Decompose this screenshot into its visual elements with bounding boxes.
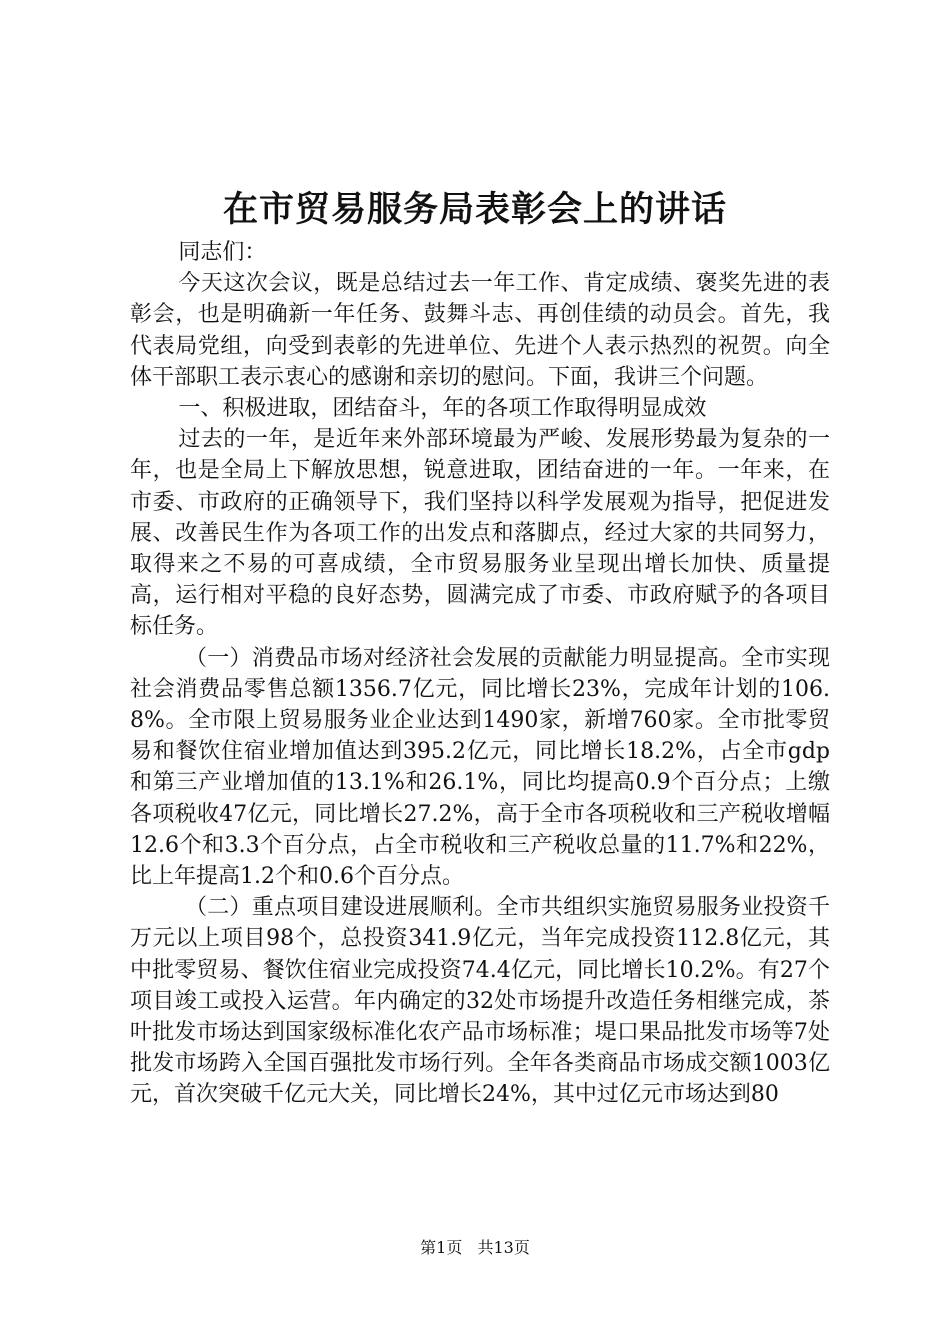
document-title: 在市贸易服务局表彰会上的讲话 [222, 189, 727, 230]
consumer-market-paragraph: （一）消费品市场对经济社会发展的贡献能力明显提高。全市实现社会消费品零售总额1356.7亿元，同比增长23%，完成年计划的106.8%。全市限上贸易服务业企业达到1490家，新增760家。全市批零贸易和餐饮住宿业增加值达到395.2亿元，同比增长18.2%，占全市gdp和第三产业增加值的13.1%和26.1%，同比均提高0.9个百分点；上缴各项税收47亿元，同比增长27.2%，高于全市各项税收和三产税收增幅12.6个和3.3个百分点，占全市税收和三产税收总量的11.7%和22%，比上年提高1.2个和0.6个百分点。 [130, 645, 830, 890]
review-paragraph: 过去的一年，是近年来外部环境最为严峻、发展形势最为复杂的一年，也是全局上下解放思想，锐意进取，团结奋进的一年。一年来，在市委、市政府的正确领导下，我们坚持以科学发展观为指导，把促进发展、改善民生作为各项工作的出发点和落脚点，经过大家的共同努力，取得来之不易的可喜成绩，全市贸易服务业呈现出增长加快、质量提高，运行相对平稳的良好态势，圆满完成了市委、市政府赋予的各项目标任务。 [130, 427, 830, 640]
page-number: 第1页 [420, 1238, 463, 1257]
page-footer [0, 1238, 950, 1258]
document-body [130, 237, 830, 1111]
opening-paragraph: 今天这次会议，既是总结过去一年工作、肯定成绩、褒奖先进的表彰会，也是明确新一年任务、鼓舞斗志、再创佳绩的动员会。首先，我代表局党组，向受到表彰的先进单位、先进个人表示热烈的祝贺。向全体干部职工表示衷心的感谢和亲切的慰问。下面，我讲三个问题。 [130, 271, 830, 390]
key-projects-paragraph: （二）重点项目建设进展顺利。全市共组织实施贸易服务业投资千万元以上项目98个，总投资341.9亿元，当年完成投资112.8亿元，其中批零贸易、餐饮住宿业完成投资74.4亿元，同比增长10.2%。有27个项目竣工或投入运营。年内确定的32处市场提升改造任务相继完成，茶叶批发市场达到国家级标准化农产品市场标准；堤口果品批发市场等7处批发市场跨入全国百强批发市场行列。全年各类商品市场成交额1003亿元，首次突破千亿元大关，同比增长24%，其中过亿元市场达到80 [130, 895, 830, 1108]
salutation-paragraph: 同志们： [178, 240, 267, 265]
section-heading: 一、积极进取，团结奋斗，年的各项工作取得明显成效 [178, 396, 707, 422]
page-total: 共13页 [477, 1238, 530, 1257]
